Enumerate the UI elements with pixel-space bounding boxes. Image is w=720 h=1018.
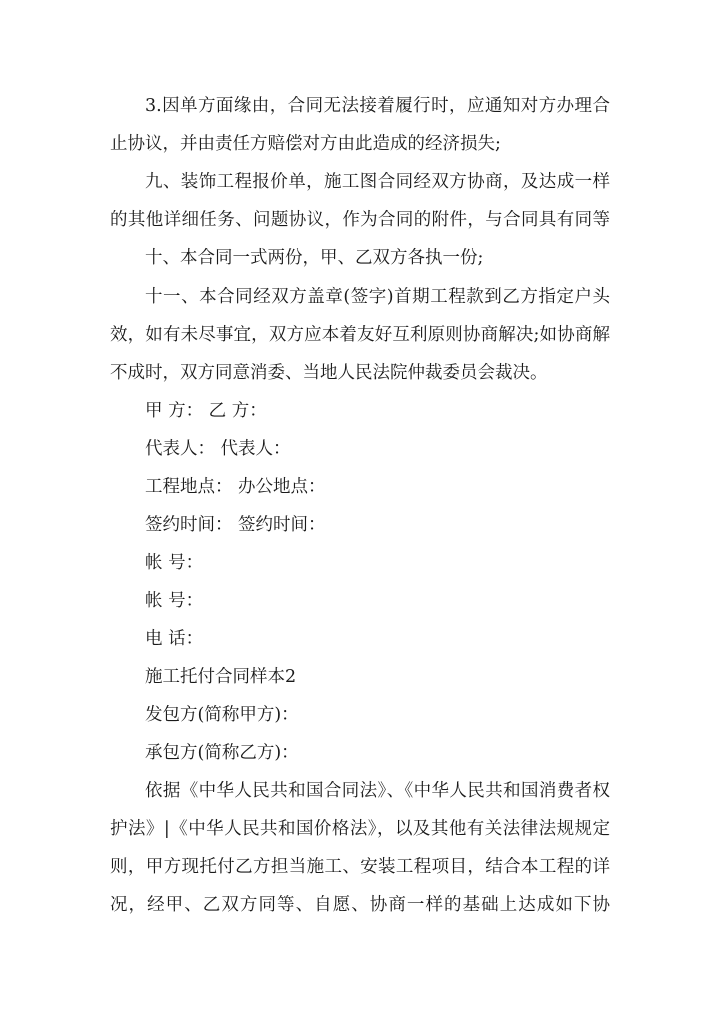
text-line: 的其他详细任务、问题协议，作为合同的附件，与合同具有同等 — [110, 210, 610, 230]
text-line: 则，甲方现托付乙方担当施工、安装工程项目，结合本工程的详 — [110, 857, 610, 877]
party-b-line: 承包方(简称乙方)： — [145, 743, 299, 763]
text-line: 不成时，双方同意消委、当地人民法院仲裁委员会裁决。 — [110, 363, 548, 383]
location-line: 工程地点： 办公地点： — [145, 477, 326, 497]
text-line: 效，如有未尽事宜，双方应本着友好互利原则协商解决;如协商解 — [110, 325, 610, 345]
text-line: 九、装饰工程报价单，施工图合同经双方协商，及达成一样 — [145, 172, 610, 192]
text-line: 3.因单方面缘由，合同无法接着履行时，应通知对方办理合 — [145, 96, 610, 116]
party-a-line: 发包方(简称甲方)： — [145, 705, 299, 725]
account-line: 帐 号： — [145, 553, 204, 573]
phone-line: 电 话： — [145, 629, 204, 649]
representative-line: 代表人： 代表人： — [145, 439, 291, 459]
text-line: 依据《中华人民共和国合同法》、《中华人民共和国消费者权 — [145, 781, 610, 801]
text-line: 护法》|《中华人民共和国价格法》，以及其他有关法律法规规定 — [110, 819, 610, 839]
signing-date-line: 签约时间： 签约时间： — [145, 515, 326, 535]
section-heading: 施工托付合同样本2 — [145, 667, 297, 687]
text-line: 十一、本合同经双方盖章(签字)首期工程款到乙方指定户头 — [145, 287, 610, 307]
text-line: 况，经甲、乙双方同等、自愿、协商一样的基础上达成如下协 — [110, 895, 610, 915]
text-line: 十、本合同一式两份，甲、乙双方各执一份; — [145, 248, 484, 268]
text-line: 止协议，并由责任方赔偿对方由此造成的经济损失; — [110, 134, 501, 154]
account-line: 帐 号： — [145, 591, 204, 611]
signature-party-line: 甲 方： 乙 方： — [145, 401, 267, 421]
